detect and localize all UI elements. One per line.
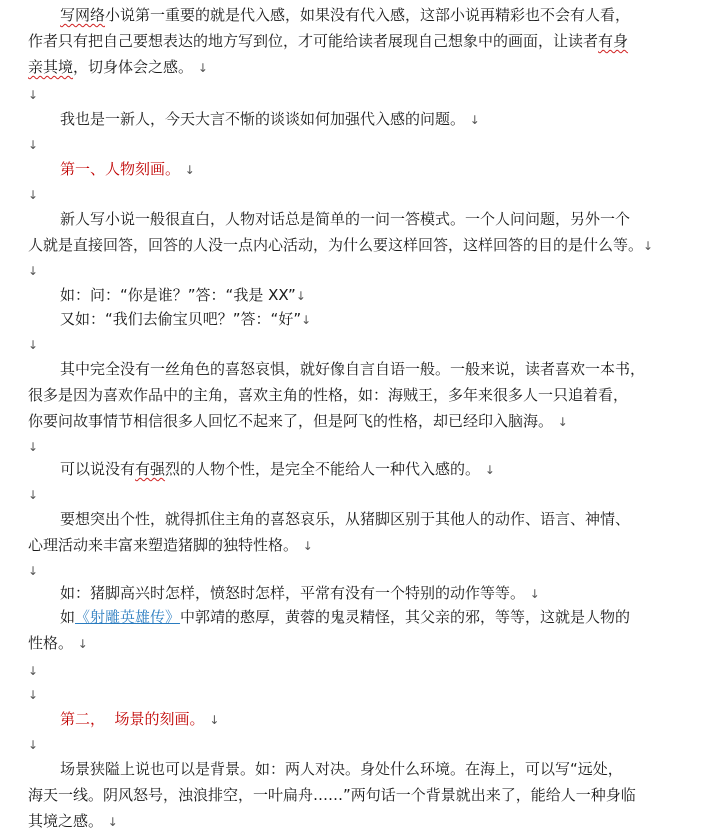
- book-title-link[interactable]: 《射雕英雄传》: [75, 608, 181, 626]
- paragraph-2: 我也是一新人，今天大言不惭的谈谈如何加强代入感的问题。 ↓: [60, 110, 480, 128]
- paragraph-5-line-1: 其中完全没有一丝角色的喜怒哀惧，就好像自言自语一般。一般来说，读者喜欢一本书，: [60, 360, 646, 378]
- example-line-2: 又如：“我们去偷宝贝吧？”答：“好”↓: [60, 310, 312, 328]
- line-break-mark: ↓: [529, 587, 540, 601]
- empty-paragraph-mark: ↓: [28, 440, 39, 454]
- section-heading-1: 第一、人物刻画。 ↓: [60, 160, 195, 178]
- paragraph-10-line-1: 场景狭隘上说也可以是背景。如：两人对决。身处什么环境。在海上，可以写“远处，: [60, 760, 623, 778]
- line-break-mark: ↓: [197, 61, 208, 75]
- empty-paragraph-mark: ↓: [28, 488, 39, 502]
- line-break-mark: ↓: [484, 463, 495, 477]
- paragraph-10-line-3: 其境之感。 ↓: [28, 812, 118, 830]
- empty-paragraph-mark: ↓: [28, 264, 39, 278]
- line-break-mark: ↓: [209, 713, 220, 727]
- paragraph-3-line-2: 人就是直接回答，回答的人没一点内心活动，为什么要这样回答，这样回答的目的是什么等。↓: [28, 236, 654, 254]
- paragraph-10-line-2: 海天一线。阴风怒号，浊浪排空，一叶扁舟……”两句话一个背景就出来了，能给人一种身临: [28, 786, 636, 804]
- line-break-mark: ↓: [77, 637, 88, 651]
- paragraph-3-line-1: 新人写小说一般很直白，人物对话总是简单的一问一答模式。一个人问问题，另外一个: [60, 210, 631, 228]
- section-heading-2: 第二， 场景的刻画。 ↓: [60, 710, 220, 728]
- paragraph-7-line-2: 心理活动来丰富来塑造猪脚的独特性格。 ↓: [28, 536, 313, 554]
- squiggle-word: 亲其境: [28, 58, 74, 76]
- line-break-mark: ↓: [295, 289, 306, 303]
- line-break-mark: ↓: [107, 815, 118, 829]
- line-break-mark: ↓: [643, 239, 654, 253]
- line-break-mark: ↓: [469, 113, 480, 127]
- empty-paragraph-mark: ↓: [28, 738, 39, 752]
- squiggle-word: 有身: [598, 32, 629, 50]
- line-break-mark: ↓: [184, 163, 195, 177]
- empty-paragraph-mark: ↓: [28, 664, 39, 678]
- paragraph-1-line-2: 作者只有把自己要想表达的地方写到位，才可能给读者展现自己想象中的画面，让读者有身: [28, 32, 629, 50]
- paragraph-1-line-3: 亲其境，切身体会之感。 ↓: [28, 58, 208, 76]
- paragraph-8-line-3: 性格。 ↓: [28, 634, 88, 652]
- empty-paragraph-mark: ↓: [28, 688, 39, 702]
- empty-paragraph-mark: ↓: [28, 88, 39, 102]
- paragraph-1-line-1: 写网络小说第一重要的就是代入感，如果没有代入感，这部小说再精彩也不会有人看，: [60, 6, 631, 24]
- paragraph-5-line-3: 你要问故事情节相信很多人回忆不起来了，但是阿飞的性格，却已经印入脑海。 ↓: [28, 412, 568, 430]
- empty-paragraph-mark: ↓: [28, 564, 39, 578]
- line-break-mark: ↓: [301, 313, 312, 327]
- line-break-mark: ↓: [557, 415, 568, 429]
- example-line-1: 如：问：“你是谁？”答：“我是 XX”↓: [60, 286, 306, 304]
- line-break-mark: ↓: [302, 539, 313, 553]
- paragraph-8-line-1: 如：猪脚高兴时怎样，愤怒时怎样，平常有没有一个特别的动作等等。 ↓: [60, 584, 540, 602]
- empty-paragraph-mark: ↓: [28, 338, 39, 352]
- paragraph-8-line-2: 如《射雕英雄传》中郭靖的憨厚，黄蓉的鬼灵精怪，其父亲的邪，等等，这就是人物的: [60, 608, 631, 626]
- empty-paragraph-mark: ↓: [28, 188, 39, 202]
- paragraph-7-line-1: 要想突出个性，就得抓住主角的喜怒哀乐，从猪脚区别于其他人的动作、语言、神情、: [60, 510, 631, 528]
- empty-paragraph-mark: ↓: [28, 138, 39, 152]
- paragraph-6: 可以说没有有强烈的人物个性，是完全不能给人一种代入感的。 ↓: [60, 460, 495, 478]
- squiggle-word: 写网络: [60, 6, 106, 24]
- squiggle-word: 有强: [135, 460, 166, 478]
- paragraph-5-line-2: 很多是因为喜欢作品中的主角，喜欢主角的性格，如：海贼王，多年来很多人一只追着看，: [28, 386, 629, 404]
